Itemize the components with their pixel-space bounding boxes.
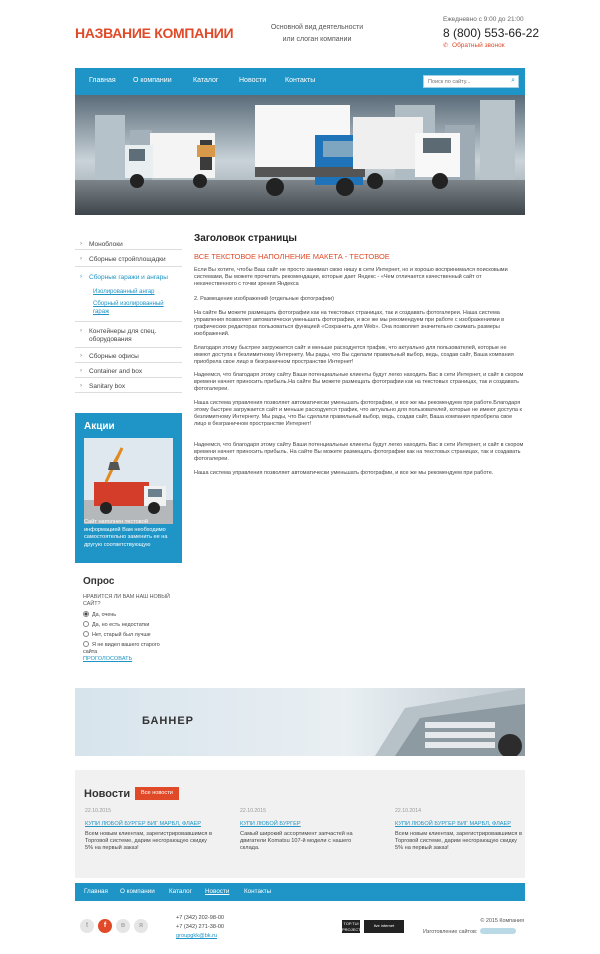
footer-nav-news[interactable]: Новости [205, 888, 230, 895]
footer-phone-1[interactable]: +7 (342) 202-98-00 [176, 915, 225, 921]
news-date: 22.10.2015 [85, 808, 111, 814]
nav-item-home[interactable]: Главная [89, 77, 116, 84]
poll-option-3[interactable]: Нет, старый был лучше [83, 631, 151, 638]
paragraph: Надеемся, что благодаря этому сайту Ваши потенциальные клиенты будут легко находить Вас в сети Интернет, и сайт в скором времени начнет приносить прибыль. На сайте Вы можете размещать фотографии как на текстовых страницах, так и создавать фотогалереи. [194, 442, 524, 462]
page-subtitle: ВСЕ ТЕКСТОВОЕ НАПОЛНЕНИЕ МАКЕТА - ТЕСТОВОЕ [194, 252, 390, 261]
news-section [75, 770, 525, 878]
news-date: 22.10.2015 [240, 808, 266, 814]
poll-title: Опрос [83, 576, 115, 587]
paragraph: Благодаря этому быстрее загружается сайт и меньше расходуется трафик, что актуально для пользователей, которые не имеют доступа к безлимитному Интернету. Мы рады, что Вы сделали правильный выбор, ведь, создав сайт, Ваша компания приобрела свое лицо в безграничном пространстве Интернет! [194, 345, 514, 365]
vk-icon[interactable]: в [116, 919, 130, 933]
copyright: © 2015 Компания [480, 918, 524, 924]
poll-question: НРАВИТСЯ ЛИ ВАМ НАШ НОВЫЙ САЙТ? [83, 594, 170, 607]
promo-block[interactable] [75, 413, 182, 563]
counter-badge-liveinternet[interactable]: live internet [364, 920, 404, 933]
sidebar-item-monoblocks[interactable]: › Моноблоки [75, 235, 182, 250]
chevron-right-icon: › [80, 328, 82, 334]
promo-image [84, 438, 173, 524]
nav-item-news[interactable]: Новости [239, 77, 267, 84]
news-title-link[interactable]: КУПИ ЛЮБОЙ БУРГЕР БИГ МАРБЛ, ФЛАЕР [395, 821, 511, 827]
paragraph: Если Вы хотите, чтобы Ваш сайт не просто занимал свою нишу в сети Интернет, но и хорошо воспринимался поисковыми системами, Вы можете прочитать рекомендации, которые дает Яндекс - «Чем отличается качественный сайт от некачественного с точки зрения Яндекса [194, 267, 508, 287]
slogan-line-1: Основной вид деятельности [270, 24, 364, 31]
chevron-right-icon: › [80, 241, 82, 247]
footer-phone-2[interactable]: +7 (342) 271-38-00 [176, 924, 225, 930]
radio-icon[interactable] [83, 621, 89, 627]
sidebar-item-containers[interactable]: › Контейнеры для спец. оборудования [75, 322, 182, 348]
banner-text: БАННЕР [142, 715, 194, 727]
sidebar-subitem-insulated-hangar[interactable]: Изолированный ангар [93, 289, 155, 295]
paragraph: Надеемся, что благодаря этому сайту Ваши потенциальные клиенты будут легко находить Вас в сети Интернет, и сайт в скором времени начнет приносить прибыль.На сайте Вы можете размещать фотографии как на текстовых страницах, так и создавать фотогалереи. [194, 372, 524, 392]
poll-option-4[interactable]: Я не видел вашего старого сайта [83, 642, 160, 655]
paragraph: Наша система управления позволяет автоматически уменьшать фотографии, и все же мы рекомендуем при работе.Благодаря этому быстрее загружается сайт и меньше расходуется трафик, что актуально для пользователей, которые не имеют доступа к безлимитному Интернету. Мы рады, что Вы сделали правильный выбор, ведь, создав сайт, Ваша компания приобрела свое лицо в безграничном пространстве Интернет! [194, 400, 522, 427]
poll-vote-button[interactable]: ПРОГОЛОСОВАТЬ [83, 656, 133, 662]
nav-item-contacts[interactable]: Контакты [285, 77, 316, 84]
sidebar-item-construction-sites[interactable]: › Сборные стройплощадки [75, 250, 182, 267]
sidebar-item-garages[interactable]: › Сборные гаражи и ангары [75, 267, 182, 322]
facebook-icon[interactable]: f [98, 919, 112, 933]
news-item [395, 808, 525, 853]
footer-nav-catalog[interactable]: Каталог [169, 888, 192, 895]
callback-label: Обратный звонок [452, 42, 505, 49]
news-text: Всем новым клиентам, зарегистрировавшимся в Торговой системе, дарим несгорающую скидку 5% на первый заказ! [395, 831, 522, 852]
phone-icon: ✆ [443, 43, 449, 49]
company-logo[interactable]: НАЗВАНИЕ КОМПАНИИ [75, 25, 234, 41]
slogan [258, 22, 376, 46]
hero-image [75, 95, 525, 215]
sidebar-item-offices[interactable]: › Сборные офисы [75, 348, 182, 363]
chevron-right-icon: › [80, 383, 82, 389]
sidebar-subitem-insulated-garage[interactable]: Сборный изолированный гараж [93, 301, 164, 315]
developer-link[interactable] [480, 928, 516, 934]
trucks-illustration [75, 95, 525, 215]
twitter-icon[interactable]: t [80, 919, 94, 933]
news-date: 22.10.2014 [395, 808, 421, 814]
footer-nav [75, 883, 525, 901]
chevron-right-icon: › [80, 353, 82, 359]
news-item [85, 808, 215, 853]
footer-nav-contacts[interactable]: Контакты [244, 888, 272, 895]
footer-contacts [176, 914, 224, 941]
made-by: Изготовление сайтов: [423, 928, 516, 935]
news-title-link[interactable]: КУПИ ЛЮБОЙ БУРГЕР БИГ МАРБЛ, ФЛАЕР [85, 821, 201, 827]
nav-item-catalog[interactable]: Каталог [193, 77, 219, 84]
crane-truck-illustration [84, 438, 173, 524]
paragraph: На сайте Вы можете размещать фотографии как на текстовых страницах, так и создавать фотогалереи. Наша система управления позволяет автоматически уменьшать фотографии, и все же мы рекомендуем при работе с изображениями в графических редакторах пользоваться функцией «Сохранить для Web». Она позволяет значительно сжимать размеры изображений. [194, 310, 505, 337]
nav-item-about[interactable]: О компании [133, 77, 172, 84]
footer-nav-about[interactable]: О компании [120, 888, 155, 895]
working-hours: Ежедневно с 9:00 до 21:00 [443, 16, 524, 23]
search-icon[interactable]: ⌕ [511, 77, 515, 84]
chevron-right-icon: › [80, 274, 82, 280]
all-news-button[interactable]: Все новости [135, 787, 179, 800]
banner[interactable] [75, 688, 525, 756]
news-title: Новости [84, 788, 131, 800]
page-title: Заголовок страницы [194, 233, 297, 244]
poll-option-1[interactable]: Да, очень [83, 611, 116, 618]
search-input[interactable] [424, 76, 504, 87]
footer-nav-home[interactable]: Главная [84, 888, 108, 895]
promo-title: Акции [84, 421, 115, 432]
radio-icon[interactable] [83, 631, 89, 637]
main-nav [75, 68, 525, 95]
header-phone[interactable]: 8 (800) 553-66-22 [443, 26, 540, 40]
promo-text: Сайт наполнен тестовой информацией Вам необходимо самостоятельно заменить ее на другую соответствующую [84, 519, 168, 548]
slogan-line-2: или слоган компании [282, 36, 352, 43]
news-item [240, 808, 370, 853]
chevron-right-icon: › [80, 368, 82, 374]
news-text: Всем новым клиентам, зарегистрировавшимся в Торговой системе, дарим несгорающую скидку 5% на первый заказ! [85, 831, 212, 852]
poll-option-2[interactable]: Да, но есть недостатки [83, 621, 149, 628]
radio-icon[interactable] [83, 611, 89, 617]
radio-icon[interactable] [83, 641, 89, 647]
paragraph: Наша система управления позволяет автоматически уменьшать фотографии, и все же мы рекомендуем при работе. [194, 470, 494, 476]
callback-link[interactable] [443, 42, 505, 49]
yandex-icon[interactable]: я [134, 919, 148, 933]
news-title-link[interactable]: КУПИ ЛЮБОЙ БУРГЕР [240, 821, 301, 827]
news-text: Самый широкий ассортимент запчастей на двигатели Komatsu 107-й модели с нашего склада. [240, 831, 353, 852]
search-box [423, 75, 519, 88]
chevron-right-icon: › [80, 256, 82, 262]
sidebar-item-container-box[interactable]: › Container and box [75, 363, 182, 378]
paragraph: 2. Размещение изображений (отдельные фотографии) [194, 296, 334, 302]
sidebar-item-sanitary-box[interactable]: › Sanitary box [75, 378, 182, 393]
footer-email[interactable]: groupgkk@bk.ru [176, 933, 218, 939]
counter-badge-top[interactable]: TOP.TUI PROJECT [342, 921, 361, 932]
